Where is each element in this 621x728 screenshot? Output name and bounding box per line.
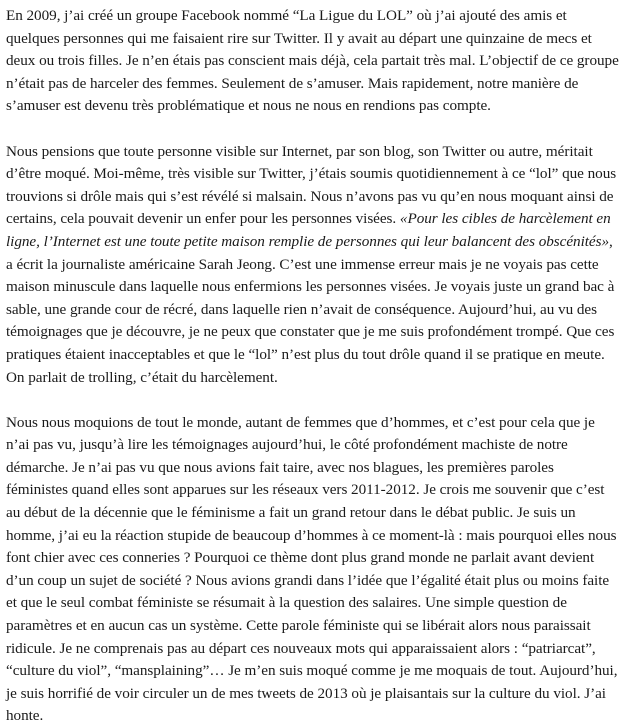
paragraph-2: [6, 141, 619, 390]
paragraph-2-intro: Nous pensions que toute personne visible sur Internet, par son blog, son Twitter ou autre, méritait d’être moqué. Moi-même, très visible sur Twitter, j’étais soumis quotidiennement à ce “lol” que nous trouvions si drôle mais qui s’est révélé si malsain. Nous n’avons pas vu qu’en nous moquant ainsi de certains, cela pouvait devenir un enfer pour les personnes visées.: [6, 142, 617, 228]
sarah-jeong-quote: «Pour les cibles de harcèlement en ligne, l’Internet est une toute petite maison remplie de personnes qui leur balancent des obscénités»: [6, 210, 611, 250]
paragraph-2-rest: , a écrit la journaliste américaine Sarah Jeong. C’est une immense erreur mais je ne voyais pas cette maison minuscule dans laquelle nous enfermions les personnes visées. Je voyais juste un grand bac à sable, une grande cour de récré, dans laquelle rien n’avait de conséquence. Aujourd’hui, au vu des témoignages que je découvre, je ne peux que constater que je me suis profondément trompé. Que ces pratiques étaient inacceptables et que le “lol” n’est plus du tout drôle quand il se pratique en meute. On parlait de trolling, c’était du harcèlement.: [6, 232, 615, 386]
paragraph-3: Nous nous moquions de tout le monde, autant de femmes que d’hommes, et c’est pour cela que je n’ai pas vu, jusqu’à lire les témoignages aujourd’hui, le côté profondément machiste de notre démarche. Je n’ai pas vu que nous avions fait taire, avec nos blagues, les premières paroles féministes quand elles sont apparues sur les réseaux vers 2011-2012. Je crois me souvenir que c’est au début de la décennie que le féminisme a fait un grand retour dans le débat public. Je suis un homme, j’ai eu la réaction stupide de beaucoup d’hommes à ce moment-là : mais pourquoi elles nous font chier avec ces conneries ? Pourquoi ce thème dont plus grand monde ne parlait avant devient d’un coup un sujet de société ? Nous avions grandi dans l’idée que l’égalité était plus ou moins faite et que le seul combat féministe se résumait à la question des salaires. Une simple question de paramètres et en aucun cas un système. Cette parole féministe qui se libérait alors nous paraissait ridicule. Je ne comprenais pas au départ ces nouveaux mots qui apparaissaient alors : “patriarcat”, “culture du viol”, “mansplaining”… Je m’en suis moqué comme je me moquais de tout. Aujourd’hui, je suis horrifié de voir circuler un de mes tweets de 2013 où je plaisantais sur la culture du viol. J’ai honte.: [6, 413, 618, 725]
paragraph-1: En 2009, j’ai créé un groupe Facebook nommé “La Ligue du LOL” où j’ai ajouté des amis et quelques personnes qui me faisaient rire sur Twitter. Il y avait au départ une quinzaine de mecs et deux ou trois filles. Je n’en étais pas conscient mais déjà, cela partait très mal. L’objectif de ce groupe n’était pas de harceler des femmes. Seulement de s’amuser. Mais rapidement, notre manière de s’amuser est devenu très problématique et nous ne nous en rendions pas compte.: [6, 7, 619, 115]
